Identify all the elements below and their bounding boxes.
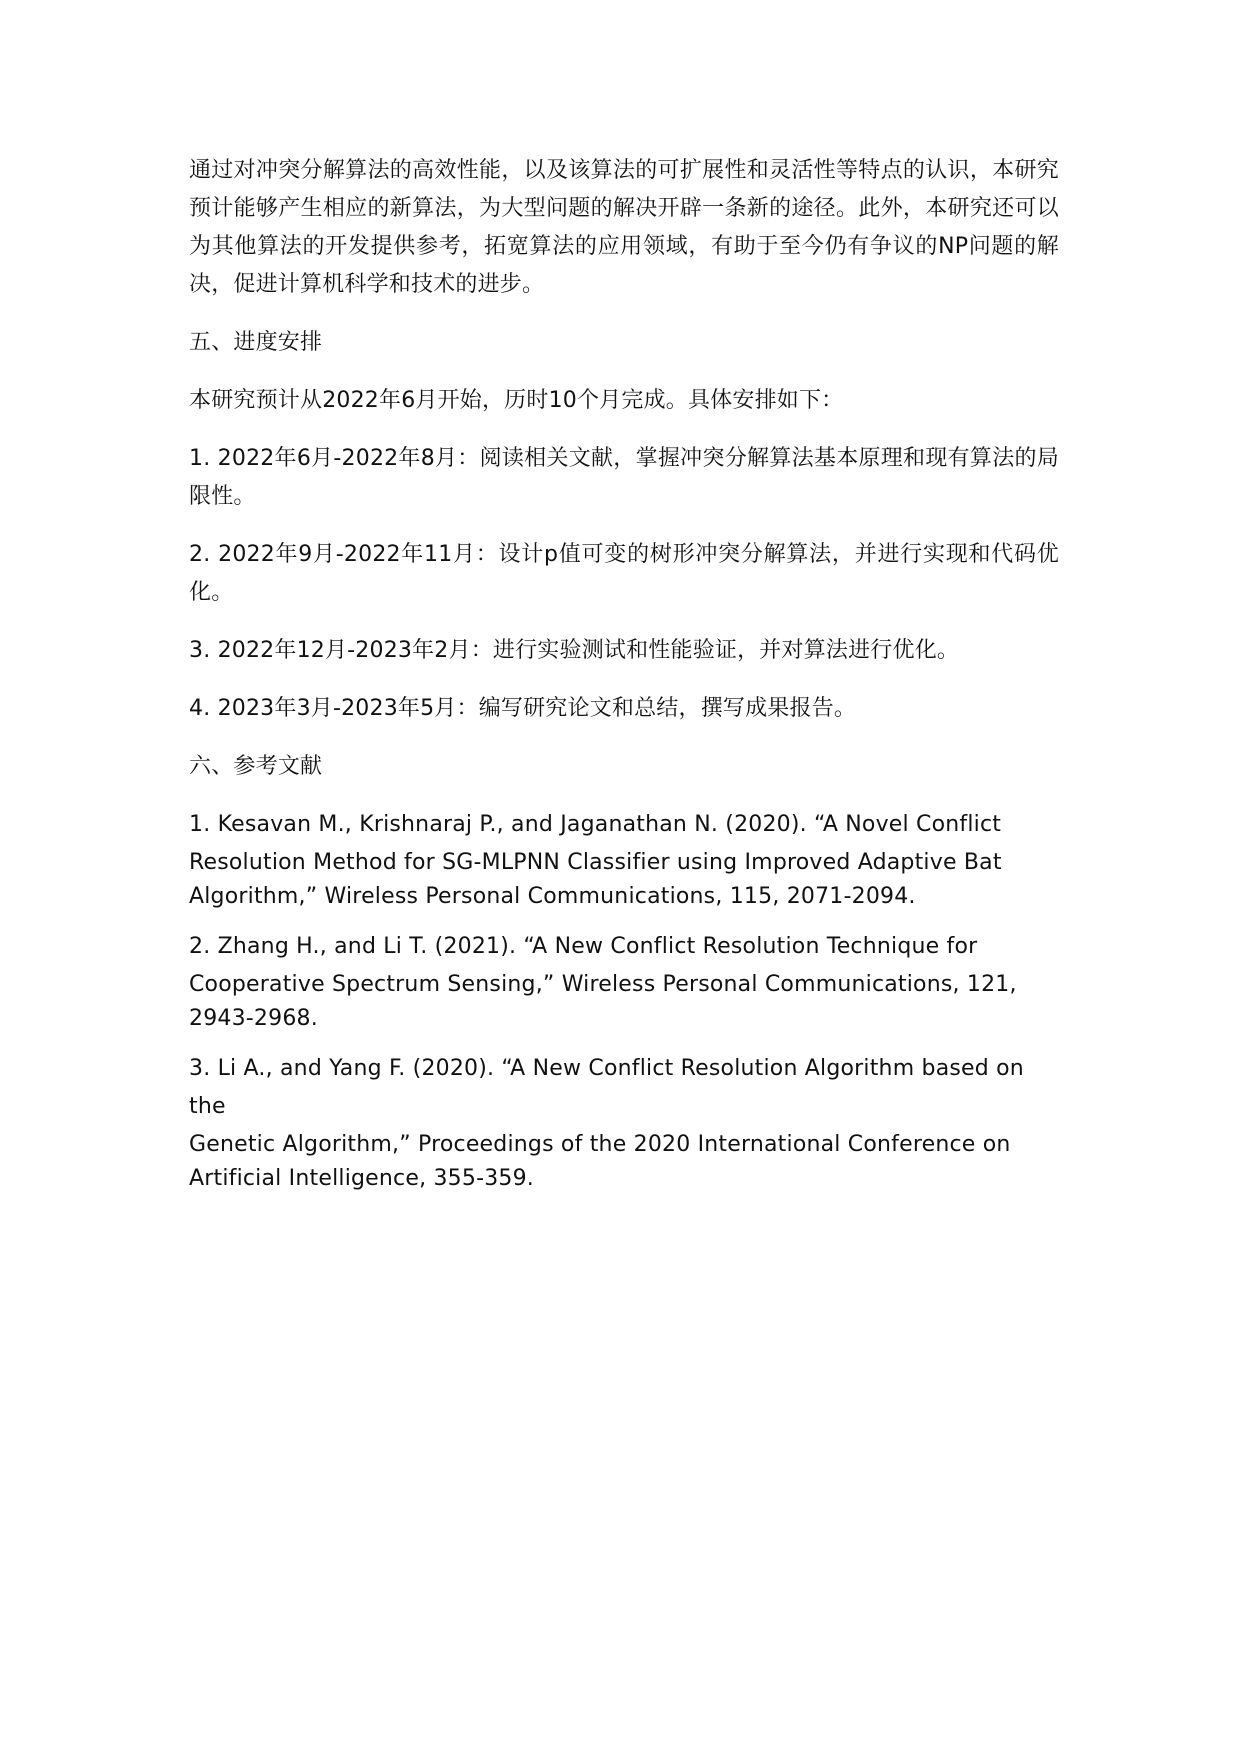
reference-first-line: 1. Kesavan M., Krishnaraj P., and Jaganathan N. (2020). “A Novel Conflict	[189, 812, 1002, 837]
reference-item	[189, 806, 1059, 914]
schedule-intro: 本研究预计从2022年6月开始，历时10个月完成。具体安排如下：	[189, 388, 844, 413]
schedule-item: 1. 2022年6月-2022年8月：阅读相关文献，掌握冲突分解算法基本原理和现有算法的局限性。	[189, 446, 1059, 509]
reference-item	[189, 1050, 1059, 1196]
reference-first-line: 2. Zhang H., and Li T. (2021). “A New Conflict Resolution Technique for	[189, 934, 978, 959]
section-heading-references: 六、参考文献	[189, 754, 323, 779]
document-body	[189, 152, 1059, 1210]
section-heading-schedule: 五、进度安排	[189, 330, 323, 355]
reference-continuation: Genetic Algorithm,” Proceedings of the 2020 International Conference on Artificial Intelligence, 355-359.	[189, 1132, 1011, 1191]
schedule-item: 2. 2022年9月-2022年11月：设计p值可变的树形冲突分解算法，并进行实现和代码优化。	[189, 542, 1059, 605]
reference-list	[189, 806, 1059, 1196]
intro-paragraph: 通过对冲突分解算法的高效性能，以及该算法的可扩展性和灵活性等特点的认识，本研究预计能够产生相应的新算法，为大型问题的解决开辟一条新的途径。此外，本研究还可以为其他算法的开发提供参考，拓宽算法的应用领域，有助于至今仍有争议的NP问题的解决，促进计算机科学和技术的进步。	[189, 158, 1059, 297]
reference-first-line: 3. Li A., and Yang F. (2020). “A New Conflict Resolution Algorithm based on the	[189, 1056, 1024, 1119]
reference-continuation: Cooperative Spectrum Sensing,” Wireless Personal Communications, 121, 2943-2968.	[189, 972, 1017, 1031]
schedule-item: 3. 2022年12月-2023年2月：进行实验测试和性能验证，并对算法进行优化。	[189, 638, 960, 663]
reference-continuation: Resolution Method for SG-MLPNN Classifier using Improved Adaptive Bat Algorithm,” Wireless Personal Communications, 115, 2071-2094.	[189, 850, 1002, 909]
reference-item	[189, 928, 1059, 1036]
schedule-item: 4. 2023年3月-2023年5月：编写研究论文和总结，撰写成果报告。	[189, 696, 857, 721]
